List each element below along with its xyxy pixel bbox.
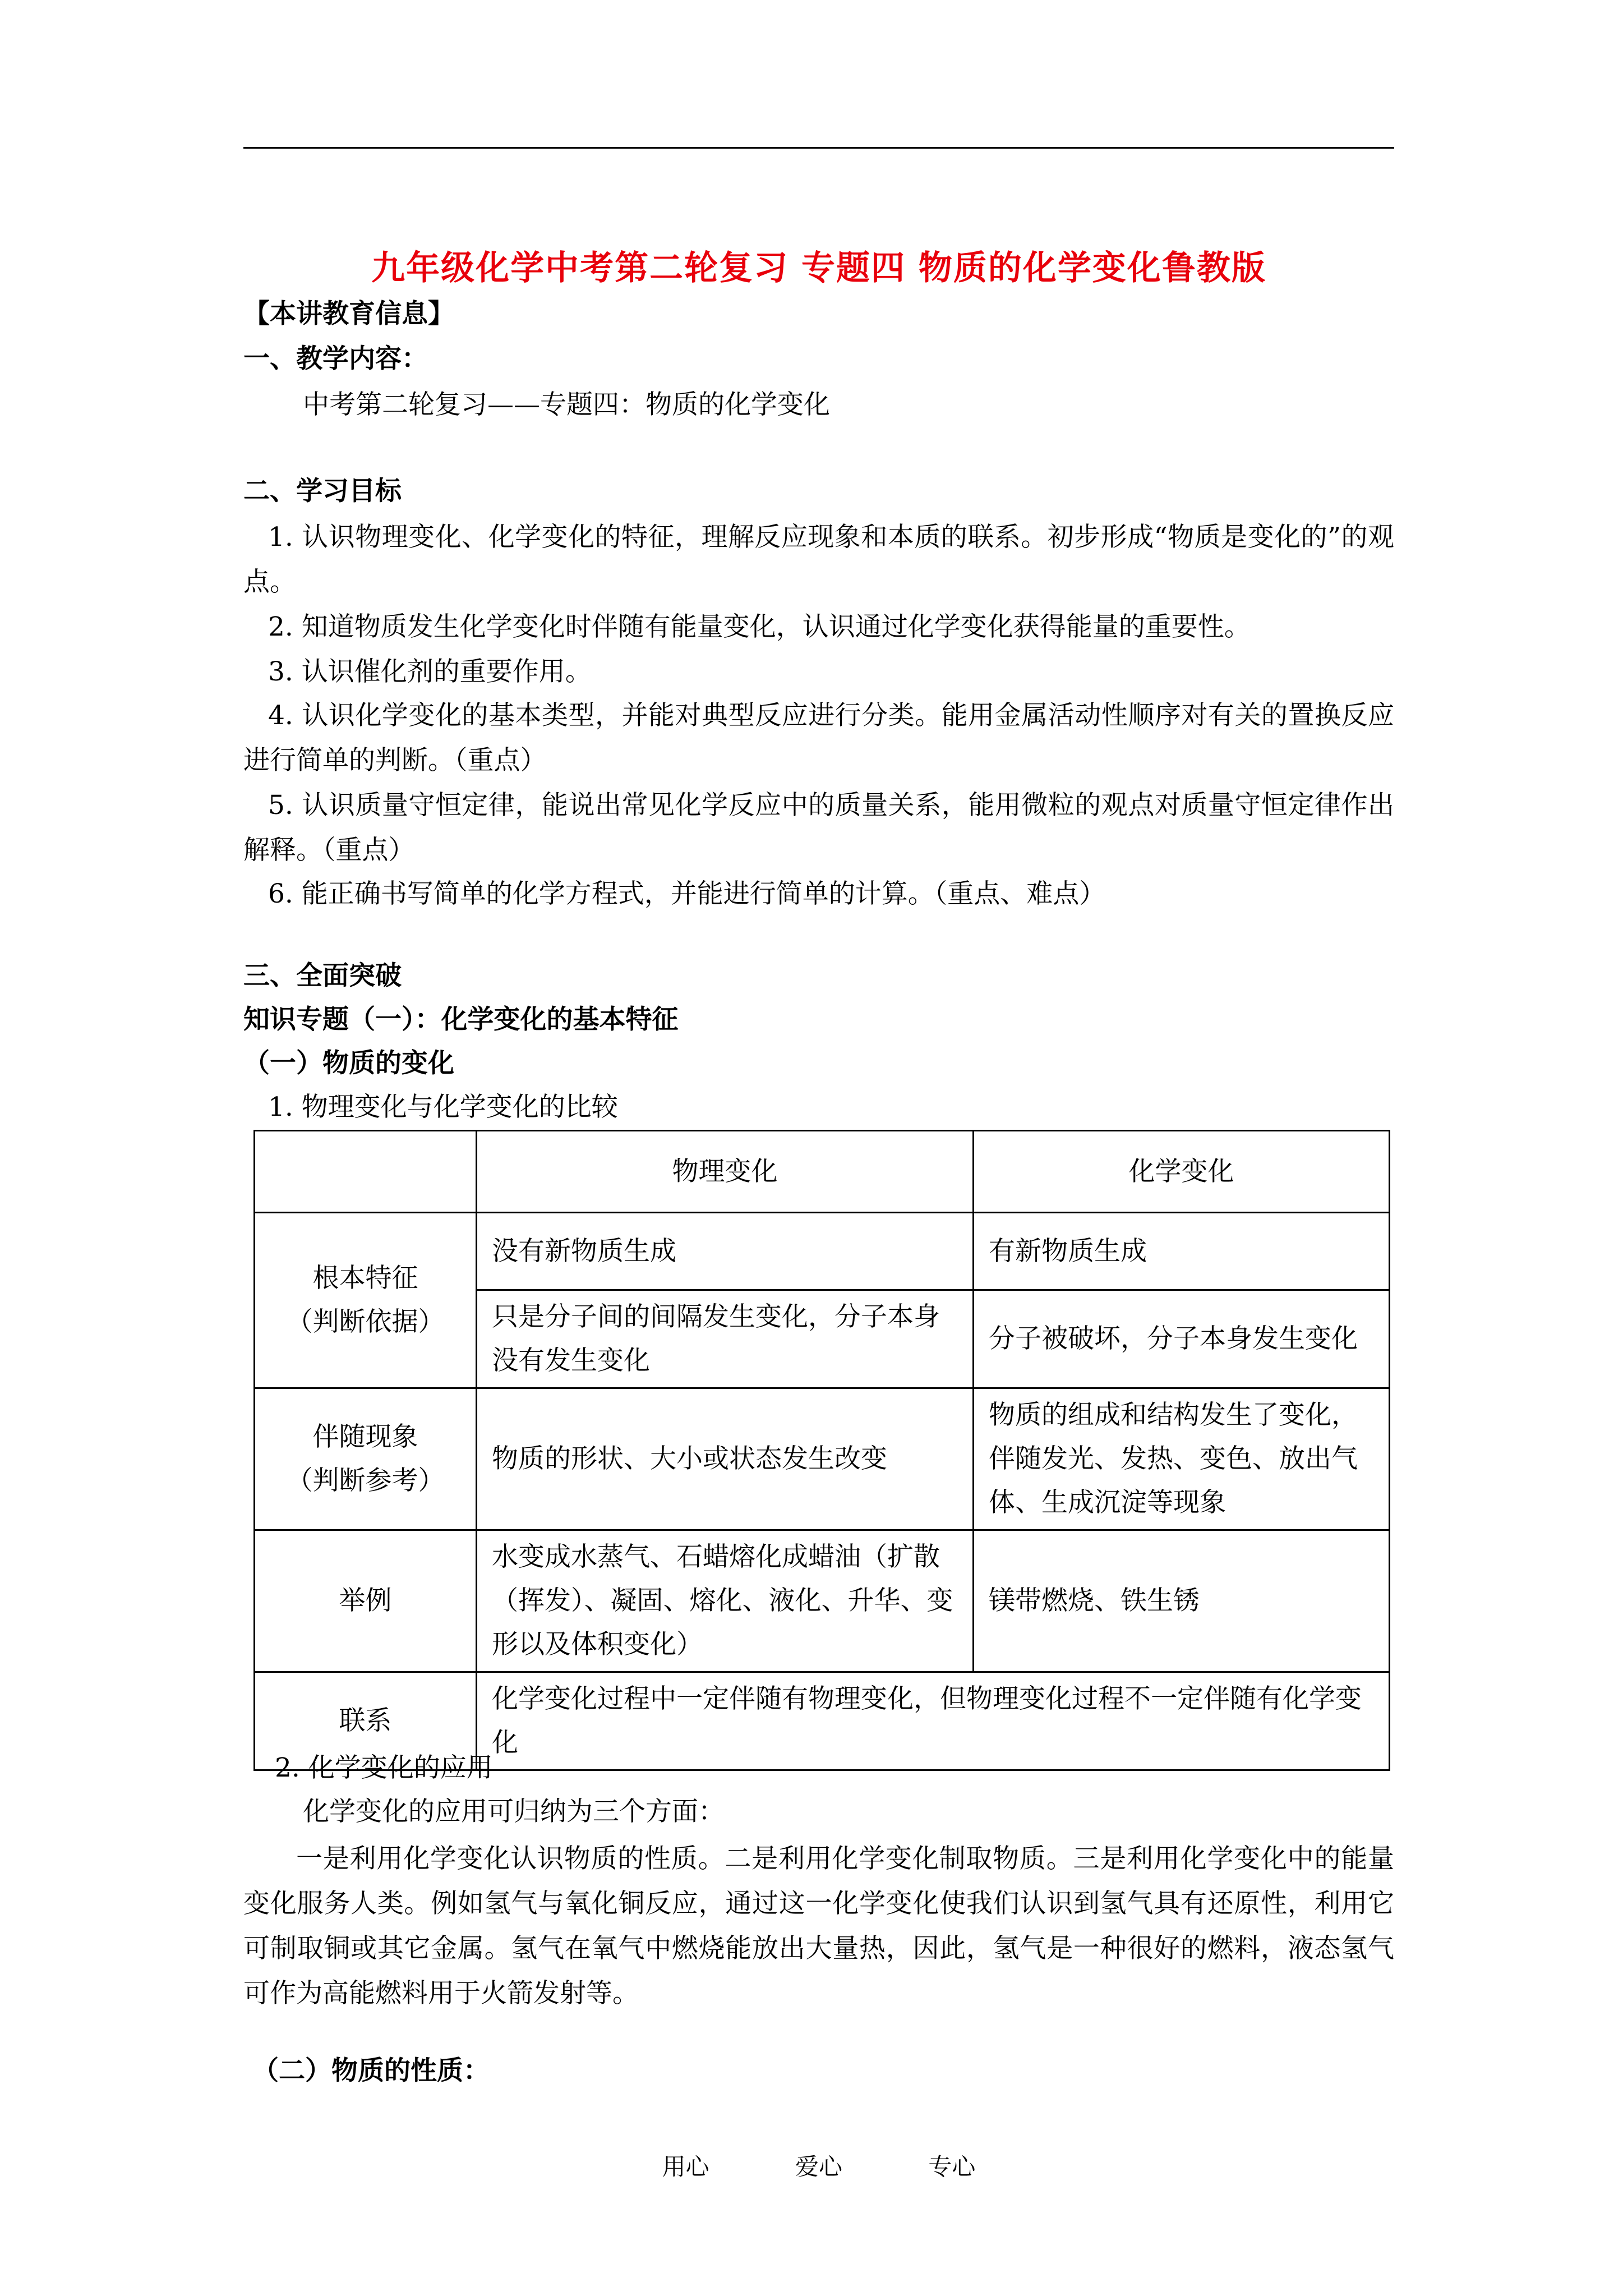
row-label-text: 伴随现象 [312, 1421, 418, 1452]
goal-item-4: 4. 认识化学变化的基本类型，并能对典型反应进行分类。能用金属活动性顺序对有关的置换反应进行简单的判断。（重点） [243, 700, 1394, 776]
sub1-heading: （一）物质的变化 [243, 1048, 454, 1079]
header-physical: 物理变化 [477, 1131, 974, 1213]
section1-text: 中考第二轮复习——专题四：物质的化学变化 [303, 389, 830, 420]
cell-physical: 水变成水蒸气、石蜡熔化成蜡油（扩散（挥发）、凝固、熔化、液化、升华、变形以及体积变化） [477, 1530, 974, 1672]
section2-heading: 二、学习目标 [243, 476, 402, 507]
footer-text-1: 用心 [662, 2153, 709, 2180]
comparison-table [253, 1130, 1390, 1771]
table-corner-cell [255, 1131, 477, 1213]
cell-chemical: 镁带燃烧、铁生锈 [974, 1530, 1390, 1672]
sub2-heading: （二）物质的性质： [252, 2055, 490, 2086]
cell-physical: 物质的形状、大小或状态发生改变 [477, 1388, 974, 1530]
page-footer [243, 2148, 1394, 2182]
goal-item-6: 6. 能正确书写简单的化学方程式，并能进行简单的计算。（重点、难点） [268, 878, 1106, 909]
row-label-sub: （判断依据） [286, 1306, 445, 1337]
cell-physical: 只是分子间的间隔发生变化，分子本身没有发生变化 [477, 1290, 974, 1388]
table-header-row [255, 1131, 1390, 1213]
row-label-example: 举例 [255, 1530, 477, 1672]
row-label-sub: （判断参考） [286, 1465, 445, 1496]
info-heading: 【本讲教育信息】 [243, 298, 454, 329]
goal-item-3: 3. 认识催化剂的重要作用。 [268, 656, 592, 687]
footer-text-2: 爱心 [795, 2153, 842, 2180]
section3-heading: 三、全面突破 [243, 960, 402, 991]
item2-heading: 2. 化学变化的应用 [275, 1752, 493, 1783]
row-label-relation: 联系 [255, 1672, 477, 1770]
cell-physical: 没有新物质生成 [477, 1213, 974, 1290]
cell-chemical: 物质的组成和结构发生了变化，伴随发光、发热、变色、放出气体、生成沉淀等现象 [974, 1388, 1390, 1530]
footer-text-3: 专心 [928, 2153, 976, 2180]
table-row [255, 1530, 1390, 1672]
cell-chemical: 有新物质生成 [974, 1213, 1390, 1290]
cell-chemical: 分子被破坏，分子本身发生变化 [974, 1290, 1390, 1388]
item2-body: 一是利用化学变化认识物质的性质。二是利用化学变化制取物质。三是利用化学变化中的能量变化服务人类。例如氢气与氧化铜反应，通过这一化学变化使我们认识到氢气具有还原性，利用它可制取铜或其它金属。氢气在氧气中燃烧能放出大量热，因此，氢气是一种很好的燃料，液态氢气可作为高能燃料用于火箭发射等。 [243, 1843, 1394, 2009]
header-chemical: 化学变化 [974, 1131, 1390, 1213]
item2-intro: 化学变化的应用可归纳为三个方面： [303, 1796, 725, 1827]
section1-heading: 一、教学内容： [243, 343, 428, 374]
goal-item-1: 1. 认识物理变化、化学变化的特征，理解反应现象和本质的联系。初步形成“物质是变化的”的观点。 [243, 522, 1394, 597]
item1-text: 1. 物理变化与化学变化的比较 [268, 1092, 618, 1122]
goal-item-5: 5. 认识质量守恒定律，能说出常见化学反应中的质量关系，能用微粒的观点对质量守恒定律作出解释。（重点） [243, 790, 1394, 866]
row-label-phenomenon [255, 1388, 477, 1530]
table-row [255, 1213, 1390, 1290]
cell-relation: 化学变化过程中一定伴随有物理变化，但物理变化过程不一定伴随有化学变化 [477, 1672, 1390, 1770]
header-rule [243, 147, 1394, 149]
row-label-text: 根本特征 [312, 1263, 418, 1294]
row-label-feature [255, 1213, 477, 1388]
table-row [255, 1388, 1390, 1530]
document-title: 九年级化学中考第二轮复习 专题四 物质的化学变化鲁教版 [371, 249, 1266, 288]
goal-item-2: 2. 知道物质发生化学变化时伴随有能量变化，认识通过化学变化获得能量的重要性。 [268, 611, 1251, 642]
topic-heading: 知识专题（一）：化学变化的基本特征 [243, 1004, 679, 1035]
